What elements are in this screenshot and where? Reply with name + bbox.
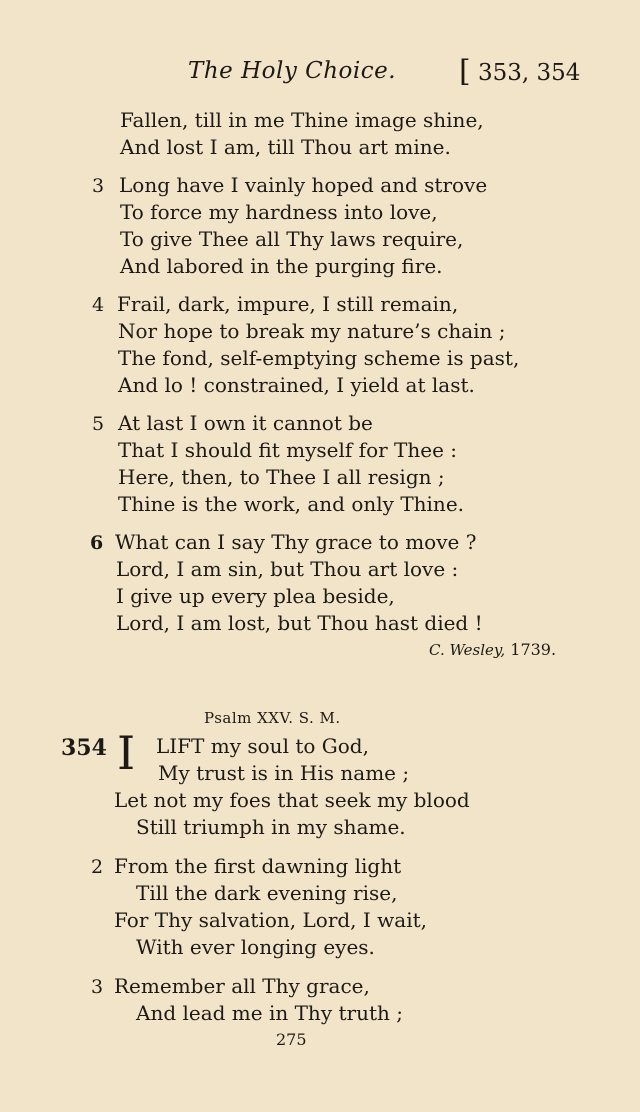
hymn-heading: Psalm XXV. S. M. bbox=[204, 709, 341, 727]
verse-line: Till the dark evening rise, bbox=[136, 881, 398, 905]
verse-line: Remember all Thy grace, bbox=[114, 974, 370, 998]
author-year: 1739. bbox=[510, 640, 557, 659]
verse-line: What can I say Thy grace to move ? bbox=[115, 530, 477, 554]
header-bracket: [ bbox=[459, 54, 471, 89]
hymn-range: 353, 354 bbox=[478, 60, 581, 86]
verse-line: And lost I am, till Thou art mine. bbox=[120, 135, 451, 159]
running-title: The Holy Choice. bbox=[188, 58, 397, 84]
verse-line: With ever longing eyes. bbox=[136, 935, 375, 959]
verse-line: Here, then, to Thee I all resign ; bbox=[118, 465, 445, 489]
verse-line: Thine is the work, and only Thine. bbox=[118, 492, 465, 516]
verse-line: And labored in the purging fire. bbox=[120, 254, 443, 278]
verse-number: 6 bbox=[90, 532, 104, 554]
verse-line: For Thy salvation, Lord, I wait, bbox=[114, 908, 427, 932]
page-number: 275 bbox=[276, 1030, 307, 1049]
verse-line: Frail, dark, impure, I still remain, bbox=[117, 292, 459, 316]
verse-line: And lo ! constrained, I yield at last. bbox=[118, 373, 475, 397]
verse-line: I give up every plea beside, bbox=[116, 584, 395, 608]
verse-line: My trust is in His name ; bbox=[158, 761, 410, 785]
verse-number: 3 bbox=[92, 175, 105, 197]
verse-number: 2 bbox=[91, 856, 104, 878]
verse-line: Still triumph in my shame. bbox=[136, 815, 406, 839]
verse-line: From the first dawning light bbox=[114, 854, 402, 878]
verse-number: 4 bbox=[92, 294, 105, 316]
verse-line: Nor hope to break my nature’s chain ; bbox=[118, 319, 506, 343]
verse-line: Lord, I am sin, but Thou art love : bbox=[116, 557, 459, 581]
verse-line: LIFT my soul to God, bbox=[156, 734, 369, 758]
verse-line: And lead me in Thy truth ; bbox=[136, 1001, 403, 1025]
verse-number: 5 bbox=[92, 413, 105, 435]
hymn-number: 354 bbox=[61, 735, 107, 761]
verse-line: To force my hardness into love, bbox=[120, 200, 438, 224]
verse-line: Lord, I am lost, but Thou hast died ! bbox=[116, 611, 483, 635]
verse-line: To give Thee all Thy laws require, bbox=[120, 227, 464, 251]
verse-line: That I should fit myself for Thee : bbox=[118, 438, 458, 462]
verse-line: Let not my foes that seek my blood bbox=[114, 788, 470, 812]
attribution bbox=[429, 640, 556, 659]
verse-number: 3 bbox=[91, 976, 104, 998]
verse-line: At last I own it cannot be bbox=[118, 411, 373, 435]
verse-line: The fond, self-emptying scheme is past, bbox=[118, 346, 520, 370]
verse-line: Long have I vainly hoped and strove bbox=[119, 173, 488, 197]
drop-cap: I bbox=[117, 726, 136, 780]
author-name: C. Wesley, bbox=[429, 641, 506, 659]
verse-line: Fallen, till in me Thine image shine, bbox=[120, 108, 484, 132]
